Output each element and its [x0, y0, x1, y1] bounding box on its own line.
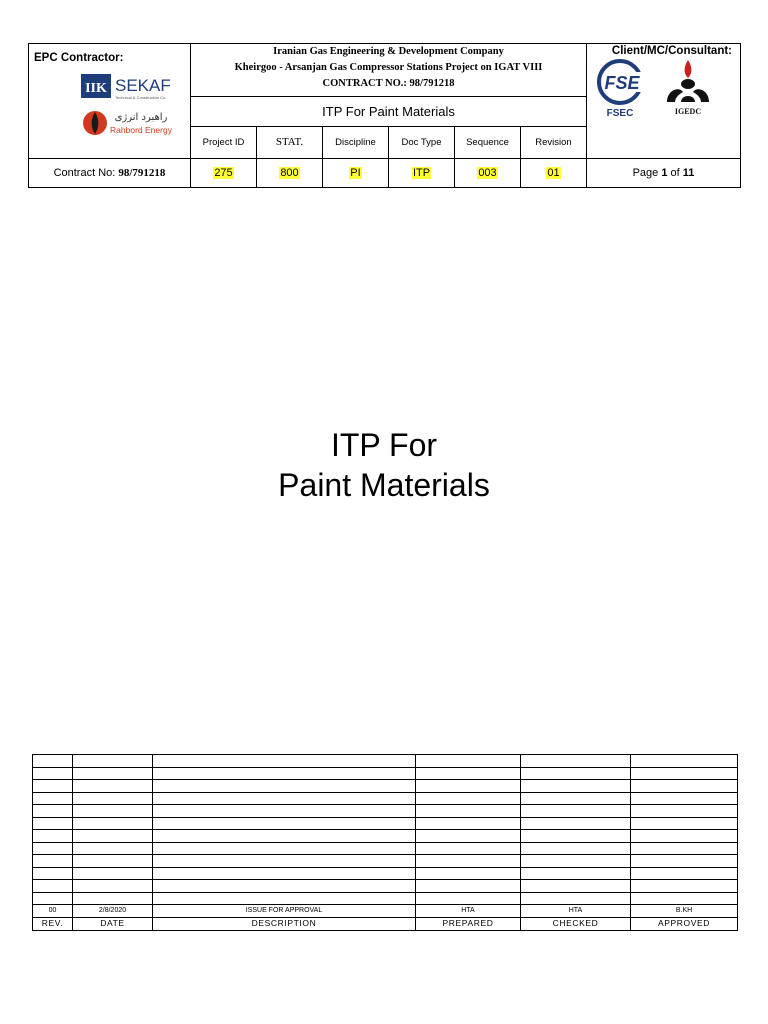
revision-empty-row	[33, 755, 738, 768]
rev-column-header: REV.	[33, 917, 73, 930]
description-value: ISSUE FOR APPROVAL	[153, 905, 416, 918]
revision-empty-cell	[416, 892, 521, 905]
prepared-column-header: PREPARED	[416, 917, 521, 930]
revision-empty-cell	[153, 842, 416, 855]
revision-empty-cell	[73, 830, 153, 843]
epc-label: EPC Contractor:	[34, 52, 124, 64]
revision-empty-cell	[631, 805, 738, 818]
revision-empty-row	[33, 767, 738, 780]
revision-empty-cell	[631, 892, 738, 905]
revision-empty-cell	[73, 880, 153, 893]
revision-empty-row	[33, 830, 738, 843]
revision-empty-cell	[521, 767, 631, 780]
code-header-discipline: Discipline	[323, 126, 389, 158]
code-value-revision: 01	[521, 159, 587, 188]
revision-empty-cell	[153, 830, 416, 843]
revision-empty-cell	[416, 867, 521, 880]
revision-empty-cell	[73, 792, 153, 805]
revision-empty-cell	[153, 767, 416, 780]
sekaf-name: SEKAF	[115, 76, 171, 95]
revision-empty-cell	[153, 817, 416, 830]
code-value-stat: 800	[257, 159, 323, 188]
revision-empty-cell	[631, 780, 738, 793]
revision-empty-cell	[521, 755, 631, 768]
date-value: 2/8/2020	[73, 905, 153, 918]
revision-empty-cell	[33, 892, 73, 905]
revision-empty-cell	[153, 880, 416, 893]
revision-empty-cell	[521, 855, 631, 868]
revision-empty-cell	[631, 755, 738, 768]
code-header-doc-type: Doc Type	[389, 126, 455, 158]
code-header-project-id: Project ID	[191, 126, 257, 158]
revision-empty-cell	[521, 805, 631, 818]
cover-title-line1: ITP For	[330, 427, 438, 463]
revision-empty-cell	[33, 792, 73, 805]
revision-empty-cell	[73, 855, 153, 868]
sekaf-mark: IIK	[85, 81, 107, 96]
revision-table	[32, 754, 738, 931]
page-number: Page 1 of 11	[587, 159, 741, 188]
revision-empty-cell	[631, 817, 738, 830]
description-column-header: DESCRIPTION	[153, 917, 416, 930]
revision-empty-cell	[33, 830, 73, 843]
rahbord-en: Rahbord Energy	[110, 125, 172, 135]
revision-empty-cell	[521, 892, 631, 905]
revision-empty-cell	[416, 780, 521, 793]
project-name: Kheirgoo - Arsanjan Gas Compressor Stations Project on IGAT VIII	[234, 62, 543, 73]
revision-empty-cell	[631, 830, 738, 843]
client-cell	[587, 44, 741, 159]
revision-empty-cell	[416, 842, 521, 855]
revision-empty-cell	[631, 842, 738, 855]
revision-empty-cell	[153, 792, 416, 805]
contract-number: 98/791218	[118, 167, 166, 179]
approved-column-header: APPROVED	[631, 917, 738, 930]
revision-empty-cell	[33, 855, 73, 868]
revision-empty-cell	[416, 817, 521, 830]
revision-empty-cell	[521, 830, 631, 843]
revision-empty-row	[33, 792, 738, 805]
date-column-header: DATE	[73, 917, 153, 930]
revision-empty-row	[33, 892, 738, 905]
revision-empty-cell	[521, 817, 631, 830]
code-value-doc-type: ITP	[389, 159, 455, 188]
contract-line: CONTRACT NO.: 98/791218	[322, 78, 455, 89]
revision-empty-cell	[33, 867, 73, 880]
revision-empty-cell	[416, 830, 521, 843]
contract-number-cell	[29, 159, 191, 188]
revision-empty-cell	[33, 780, 73, 793]
code-header-revision: Revision	[521, 126, 587, 158]
cover-title	[0, 425, 768, 505]
code-header-sequence: Sequence	[455, 126, 521, 158]
document-header	[28, 43, 741, 188]
code-value-project-id: 275	[191, 159, 257, 188]
sekaf-logo	[81, 72, 177, 102]
rev-value: 00	[33, 905, 73, 918]
code-header-stat: STAT.	[257, 126, 323, 158]
cover-title-line2: Paint Materials	[278, 467, 490, 503]
revision-empty-cell	[416, 792, 521, 805]
revision-empty-cell	[153, 805, 416, 818]
igedc-logo	[659, 58, 717, 118]
revision-empty-cell	[631, 867, 738, 880]
checked-column-header: CHECKED	[521, 917, 631, 930]
revision-empty-cell	[521, 867, 631, 880]
revision-empty-cell	[73, 805, 153, 818]
revision-empty-cell	[416, 805, 521, 818]
revision-empty-cell	[33, 805, 73, 818]
fsec-logo	[593, 58, 649, 120]
revision-empty-cell	[33, 767, 73, 780]
revision-empty-cell	[33, 880, 73, 893]
revision-empty-cell	[33, 817, 73, 830]
revision-empty-cell	[153, 755, 416, 768]
revision-empty-cell	[631, 855, 738, 868]
revision-empty-cell	[631, 880, 738, 893]
revision-empty-cell	[521, 880, 631, 893]
igedc-text: IGEDC	[674, 107, 702, 116]
checked-value: HTA	[521, 905, 631, 918]
revision-empty-row	[33, 880, 738, 893]
revision-empty-cell	[153, 867, 416, 880]
revision-empty-cell	[73, 755, 153, 768]
fsec-text: FSEC	[606, 108, 634, 119]
revision-empty-cell	[521, 780, 631, 793]
revision-empty-cell	[631, 792, 738, 805]
revision-empty-row	[33, 842, 738, 855]
revision-empty-cell	[73, 892, 153, 905]
sekaf-sub: Technical & Construction Co.	[115, 95, 167, 100]
revision-entry-row	[33, 905, 738, 918]
revision-empty-row	[33, 817, 738, 830]
contract-prefix: Contract No:	[53, 167, 116, 179]
client-label: Client/MC/Consultant:	[611, 45, 733, 57]
doc-title: ITP For Paint Materials	[191, 97, 587, 126]
revision-empty-cell	[73, 867, 153, 880]
revision-empty-cell	[416, 755, 521, 768]
revision-empty-cell	[33, 755, 73, 768]
revision-empty-cell	[153, 780, 416, 793]
company-block	[191, 44, 587, 97]
revision-empty-cell	[153, 855, 416, 868]
revision-empty-cell	[33, 842, 73, 855]
revision-empty-cell	[73, 767, 153, 780]
revision-empty-row	[33, 867, 738, 880]
code-value-discipline: PI	[323, 159, 389, 188]
rahbord-logo	[81, 106, 181, 138]
revision-empty-cell	[73, 817, 153, 830]
fse-mark: FSE	[604, 73, 640, 93]
revision-empty-cell	[521, 842, 631, 855]
revision-empty-row	[33, 780, 738, 793]
approved-value: B.KH	[631, 905, 738, 918]
revision-empty-row	[33, 855, 738, 868]
revision-empty-cell	[416, 767, 521, 780]
revision-header-row	[33, 917, 738, 930]
company-name: Iranian Gas Engineering & Development Company	[273, 46, 504, 57]
revision-empty-cell	[416, 855, 521, 868]
revision-empty-cell	[73, 780, 153, 793]
revision-empty-cell	[153, 892, 416, 905]
revision-empty-row	[33, 805, 738, 818]
epc-contractor-cell	[29, 44, 191, 159]
code-value-sequence: 003	[455, 159, 521, 188]
prepared-value: HTA	[416, 905, 521, 918]
revision-empty-cell	[416, 880, 521, 893]
revision-empty-cell	[521, 792, 631, 805]
rahbord-fa: راهبرد انرژی	[114, 112, 168, 123]
revision-empty-cell	[73, 842, 153, 855]
revision-empty-cell	[631, 767, 738, 780]
